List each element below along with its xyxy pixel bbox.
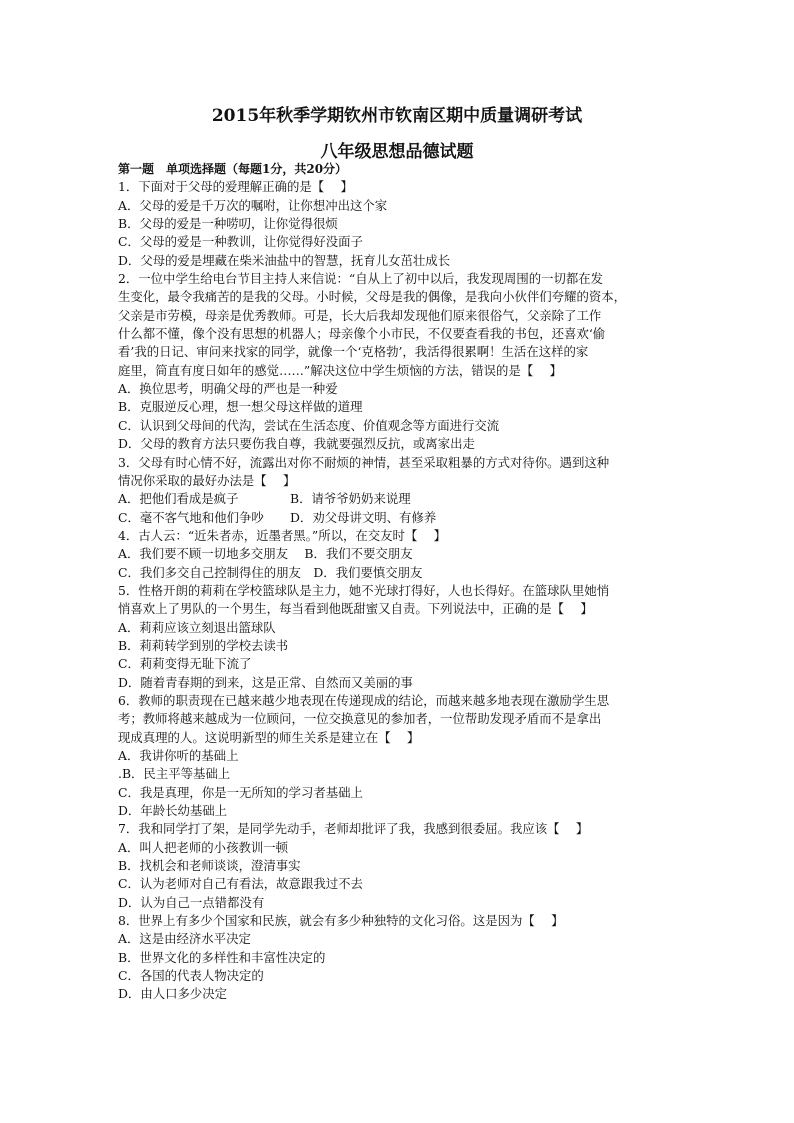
question-stem-line: 悄喜欢上了男队的一个男生，每当看到他既甜蜜又自责。下列说法中，正确的是【 】 xyxy=(118,601,593,617)
option-a: A．我讲你听的基础上 xyxy=(118,748,239,763)
option-c: C．各国的代表人物决定的 xyxy=(118,968,264,984)
section-heading: 第一题 单项选择题（每题1分，共20分） xyxy=(118,162,348,176)
option-a: A．换位思考，明确父母的严也是一种爱 xyxy=(118,381,338,397)
option-c: C．认识到父母间的代沟，尝试在生活态度、价值观念等方面进行交流 xyxy=(118,417,500,433)
question-6 xyxy=(118,692,678,820)
question-stem-line: 2．一位中学生给电台节目主持人来信说：“自从上了初中以后，我发现周围的一切都在发 xyxy=(118,271,604,287)
option-row: A．我们要不顾一切地多交朋友 B．我们不要交朋友 xyxy=(118,546,413,562)
option-a: A．把他们看成是疯子 xyxy=(118,491,239,507)
option-d: D．由人口多少决定 xyxy=(118,986,228,1002)
exam-title: 2015年秋季学期钦州市钦南区期中质量调研考试 xyxy=(211,106,583,126)
question-8 xyxy=(118,912,678,1004)
question-stem-line: 1．下面对于父母的爱理解正确的是【 】 xyxy=(118,179,353,195)
question-stem-line: 8．世界上有多少个国家和民族，就会有多少种独特的文化习俗。这是因为【 】 xyxy=(118,913,564,929)
option-c: C．毫不客气地和他们争吵 xyxy=(118,509,264,525)
question-stem-line: 5．性格开朗的莉莉在学校篮球队是主力，她不光球打得好，人也长得好。在篮球队里她悄 xyxy=(118,582,610,598)
option-a: A．莉莉应该立刻退出篮球队 xyxy=(118,619,276,635)
question-7 xyxy=(118,820,678,912)
question-5 xyxy=(118,582,678,692)
question-stem-line: 现成真理的人。这说明新型的师生关系是建立在【 】 xyxy=(118,729,420,745)
option-row: C．我们多交自己控制得住的朋友 D．我们要慎交朋友 xyxy=(118,564,423,580)
question-1 xyxy=(118,178,678,270)
option-b: B．莉莉转学到别的学校去读书 xyxy=(118,637,289,653)
question-stem-line: 情况你采取的最好办法是【 】 xyxy=(118,472,296,488)
question-stem-line: 父亲是市劳模，母亲是优秀教师。可是，长大后我却发现他们原来很俗气，父亲除了工作 xyxy=(118,307,602,323)
option-b: B．找机会和老师谈谈，澄清事实 xyxy=(118,858,301,874)
option-d: D．年龄长幼基础上 xyxy=(118,803,228,819)
option-c: C．父母的爱是一种教训，让你觉得好没面子 xyxy=(118,234,363,250)
option-d: D．随着青春期的到来，这是正常、自然而又美丽的事 xyxy=(118,674,413,690)
question-2 xyxy=(118,270,678,453)
option-d: D．劝父母讲文明、有修养 xyxy=(290,509,437,525)
option-b: B．父母的爱是一种唠叨，让你觉得很烦 xyxy=(118,216,338,232)
option-a: A．这是由经济水平决定 xyxy=(118,931,251,947)
option-d: D．认为自己一点错都没有 xyxy=(118,894,265,910)
option-c: C．认为老师对自己有看法，故意跟我过不去 xyxy=(118,876,363,892)
question-stem-line: 6．教师的职责现在已越来越少地表现在传递现成的结论，而越来越多地表现在激励学生思 xyxy=(118,692,610,708)
question-stem-line: 什么都不懂，像个没有思想的机器人；母亲像个小市民，不仅要查看我的书包，还喜欢‘偷 xyxy=(118,326,606,342)
option-b: B．克服逆反心理，想一想父母这样做的道理 xyxy=(118,399,363,415)
option-row xyxy=(118,490,678,508)
question-stem-line: 考；教师将越来越成为一位顾问，一位交换意见的参加者，一位帮助发现矛盾而不是拿出 xyxy=(118,711,602,727)
question-4 xyxy=(118,527,678,582)
question-stem-line: 庭里，简直有度日如年的感觉……”解决这位中学生烦恼的方法，错误的是【 】 xyxy=(118,362,562,378)
question-stem-line: 看’我的日记、审问来找家的同学，就像一个‘克格勃’，我活得很累啊！生活在这样的家 xyxy=(118,344,589,360)
question-stem-line: 7．我和同学打了架，是同学先动手，老师却批评了我，我感到很委屈。我应该【 】 xyxy=(118,821,589,837)
option-a: A．父母的爱是千万次的嘱咐，让你想冲出这个家 xyxy=(118,197,388,213)
option-a: A．叫人把老师的小孩教训一顿 xyxy=(118,839,289,855)
question-stem-line: 3．父母有时心情不好，流露出对你不耐烦的神情，甚至采取粗暴的方式对待你。遇到这种 xyxy=(118,454,610,470)
option-row xyxy=(118,509,678,527)
question-3 xyxy=(118,454,678,527)
option-b: B．世界文化的多样性和丰富性决定的 xyxy=(118,949,326,965)
option-d: D．父母的爱是埋藏在柴米油盐中的智慧，抚育儿女茁壮成长 xyxy=(118,252,451,268)
exam-subtitle: 八年级思想品德试题 xyxy=(320,142,474,162)
question-stem-line: 4．古人云：“近朱者赤，近墨者黑。”所以，在交友时【 】 xyxy=(118,527,447,543)
question-stem-line: 生变化，最令我痛苦的是我的父母。小时候，父母是我的偶像，是我向小伙伴们夸耀的资本， xyxy=(118,289,627,305)
option-c: C．我是真理，你是一无所知的学习者基础上 xyxy=(118,784,363,800)
option-b: .B．民主平等基础上 xyxy=(118,766,231,782)
option-b: B．请爷爷奶奶来说理 xyxy=(290,491,411,507)
exam-body xyxy=(118,160,678,1004)
option-d: D．父母的教育方法只要伤我自尊，我就要强烈反抗，或离家出走 xyxy=(118,436,475,452)
option-c: C．莉莉变得无耻下流了 xyxy=(118,656,252,672)
